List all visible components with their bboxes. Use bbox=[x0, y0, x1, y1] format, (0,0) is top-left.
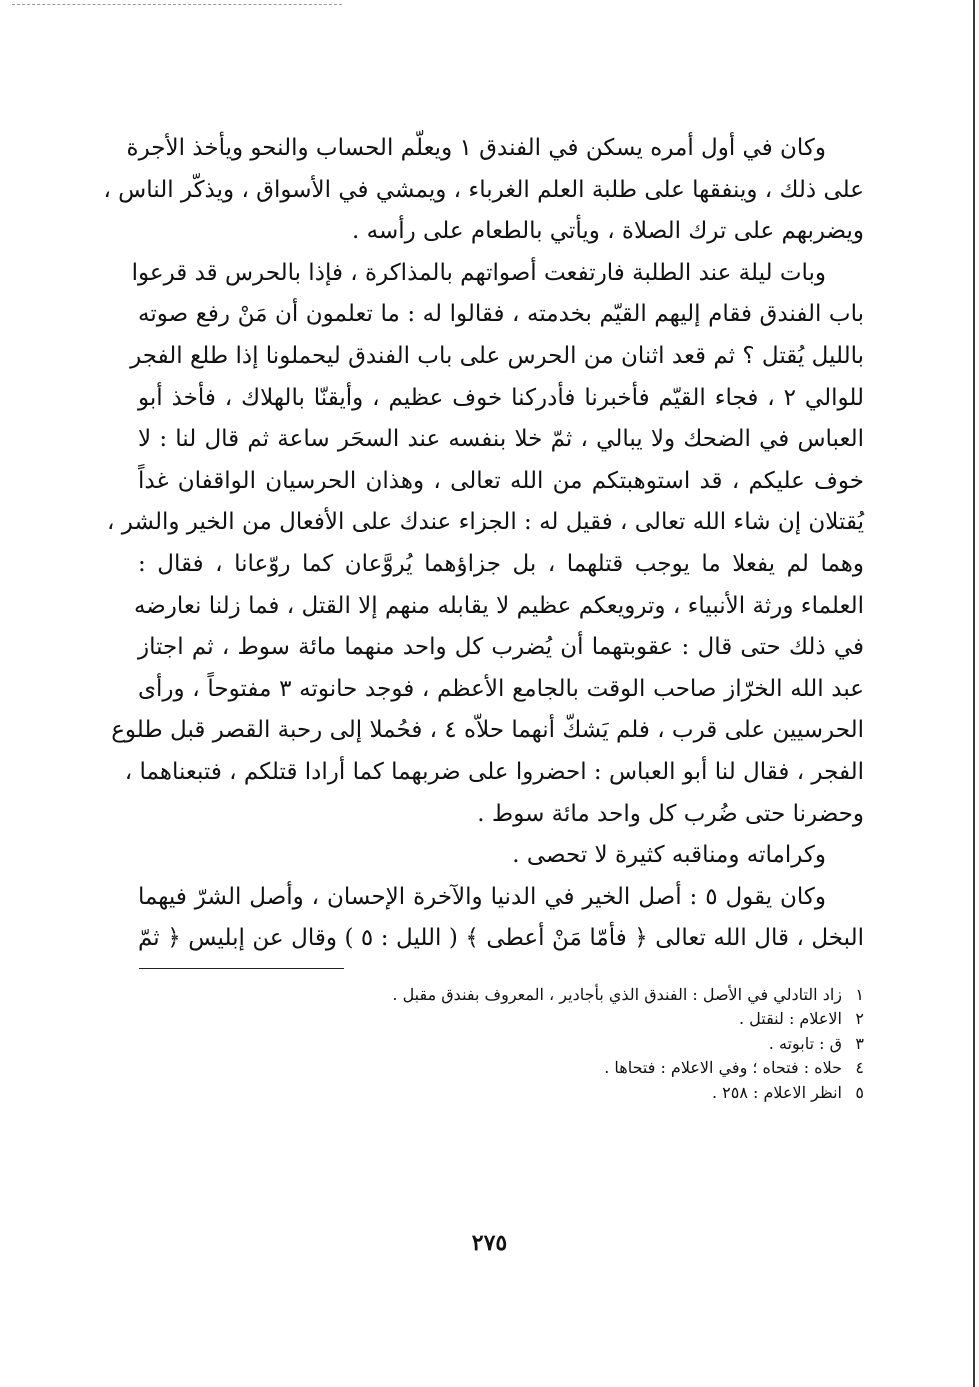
footnote bbox=[138, 1032, 864, 1057]
footnote-text: الاعلام : لنقتل . bbox=[738, 1009, 842, 1029]
text-line: الفجر ، فقال لنا أبو العباس : احضروا على ضربهما كما أرادا قتلكم ، فتبعناهما ، bbox=[124, 758, 864, 785]
text-line: وكراماته ومناقبه كثيرة لا تحصى . bbox=[512, 842, 826, 869]
text-line: عبد الله الخرّاز صاحب الوقت بالجامع الأعظم ، فوجد حانوته ٣ مفتوحاً ، ورأى bbox=[138, 675, 865, 702]
page-number: ٢٧٥ bbox=[471, 1230, 508, 1256]
footnote bbox=[138, 1081, 864, 1106]
footnote-number: ٣ bbox=[855, 1033, 864, 1053]
text-line: وبات ليلة عند الطلبة فارتفعت أصواتهم بالمذاكرة ، فإذا بالحرس قد قرعوا bbox=[131, 259, 826, 286]
text-line: وهما لم يفعلا ما يوجب قتلهما ، بل جزاؤهما يُروَّعان كما روّعانا ، فقال : bbox=[138, 550, 864, 577]
text-line: العباس في الضحك ولا يبالي ، ثمّ خلا بنفسه عند السحَر ساعة ثم قال لنا : لا bbox=[138, 426, 864, 453]
text-line: على ذلك ، وينفقها على طلبة العلم الغرباء ، ويمشي في الأسواق ، ويذكّر الناس ، bbox=[103, 176, 864, 203]
text-line: البخل ، قال الله تعالى ﴿ فأمّا مَنْ أعطى ﴾ ( الليل : ٥ ) وقال عن إبليس ﴿ ثمّ bbox=[138, 925, 864, 952]
footnote-number: ٢ bbox=[855, 1009, 864, 1029]
page-edge-line bbox=[973, 0, 975, 1387]
text-line: يُقتلان إن شاء الله تعالى ، فقيل له : الجزاء عندك على الأفعال من الخير والشر ، bbox=[107, 509, 864, 536]
text-line: الحرسيين على قرب ، فلم يَشكّ أنهما حلاّه ٤ ، فحُملا إلى رحبة القصر قبل طلوع bbox=[111, 717, 864, 744]
top-dashed-border bbox=[12, 4, 342, 5]
text-line: للوالي ٢ ، فجاء القيّم فأخبرنا فأدركنا خوف عظيم ، وأيقنّا بالهلاك ، فأخذ أبو bbox=[138, 384, 864, 411]
text-line: في ذلك حتى قال : عقوبتهما أن يُضرب كل واحد منهما مائة سوط ، ثم اجتاز bbox=[138, 634, 864, 661]
footnote-number: ٥ bbox=[855, 1082, 864, 1102]
footnote bbox=[138, 1056, 864, 1081]
text-line: العلماء ورثة الأنبياء ، وترويعكم عظيم لا يقابله منهم إلا القتل ، فما زلنا نعارضه bbox=[133, 592, 864, 619]
text-line: خوف عليكم ، قد استوهبتكم من الله تعالى ، وهذان الحرسيان الواقفان غداً bbox=[138, 467, 864, 494]
text-line: باب الفندق فقام إليهم القيّم بخدمته ، فقالوا له : ما تعلمون أن مَنْ رفع صوته bbox=[138, 301, 864, 328]
footnote-number: ٤ bbox=[855, 1058, 864, 1078]
page-content bbox=[103, 128, 865, 1105]
footnote-text: حلاه : فتحاه ؛ وفي الاعلام : فتحاها . bbox=[604, 1058, 842, 1078]
footnote bbox=[138, 983, 864, 1008]
footnote-text: انظر الاعلام : ٢٥٨ . bbox=[711, 1082, 842, 1102]
text-line: وحضرنا حتى ضُرب كل واحد مائة سوط . bbox=[477, 800, 864, 827]
body-text bbox=[103, 128, 865, 960]
text-line: وكان يقول ٥ : أصل الخير في الدنيا والآخرة الإحسان ، وأصل الشرّ فيهما bbox=[138, 883, 826, 910]
text-line: بالليل يُقتل ؟ ثم قعد اثنان من الحرس على باب الفندق ليحملونا إذا طلع الفجر bbox=[130, 342, 864, 369]
footnote-text: زاد التادلي في الأصل : الفندق الذي بأجادير ، المعروف بفندق مقبل . bbox=[392, 984, 842, 1004]
text-line: وكان في أول أمره يسكن في الفندق ١ ويعلّم الحساب والنحو ويأخذ الأجرة bbox=[126, 135, 826, 161]
footnotes bbox=[138, 983, 864, 1106]
footnote-number: ١ bbox=[855, 984, 864, 1004]
text-line: ويضربهم على ترك الصلاة ، ويأتي بالطعام على رأسه . bbox=[352, 218, 864, 245]
footnote bbox=[138, 1007, 864, 1032]
footnote-separator bbox=[139, 968, 344, 969]
footnote-text: ق : تابوته . bbox=[768, 1033, 842, 1053]
